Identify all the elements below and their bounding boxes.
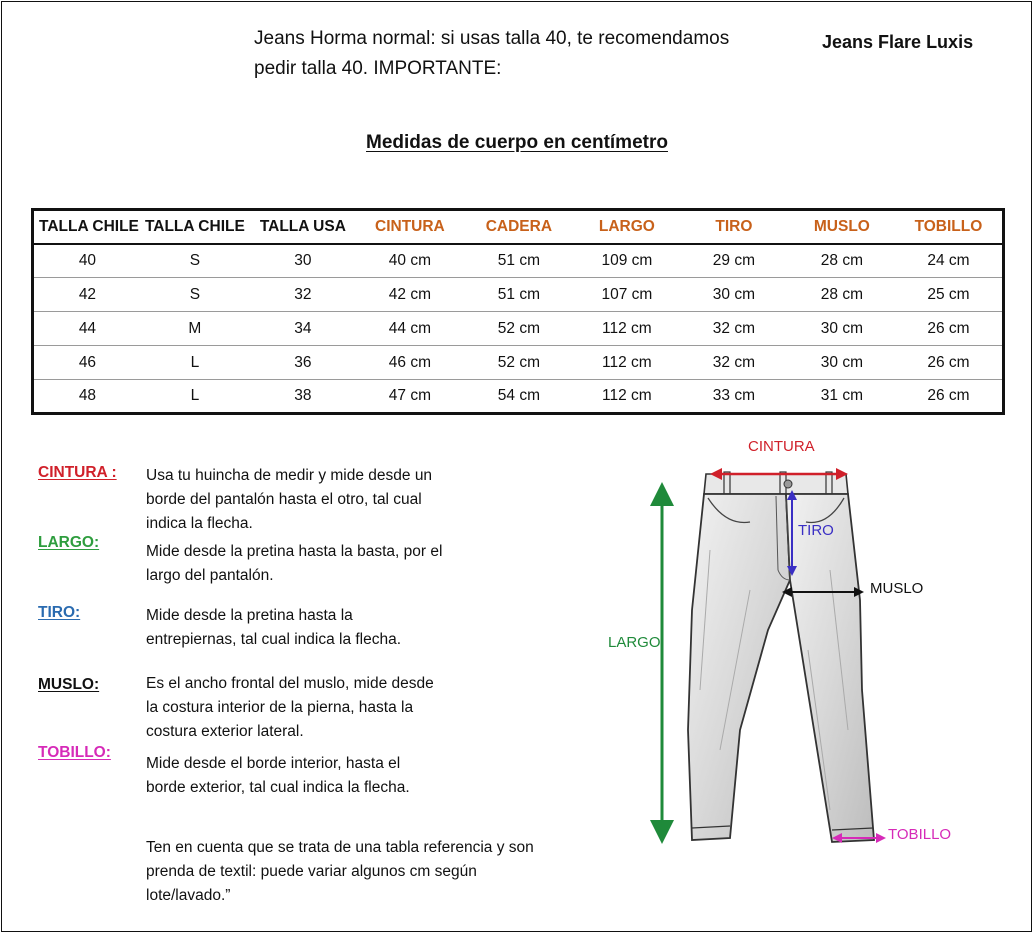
cell-cadera: 51 cm [463, 278, 575, 312]
definition-line: costura exterior lateral. [146, 723, 304, 740]
cell-cintura: 47 cm [388, 387, 431, 404]
table-header-row [33, 210, 1004, 244]
header-cadera: CADERA [463, 210, 575, 244]
intro-line-2: pedir talla 40. IMPORTANTE: [254, 58, 502, 79]
cell-talla-letra: S [141, 244, 249, 278]
cell-tiro: 32 cm [679, 312, 789, 346]
tiro-label: TIRO [798, 522, 834, 539]
cell-largo: 112 cm [575, 312, 679, 346]
cell-talla-chile: 46 [33, 346, 141, 380]
cell-largo: 109 cm [575, 244, 679, 278]
cell-talla-letra: L [141, 346, 249, 380]
cell-talla-chile: 44 [33, 312, 141, 346]
largo-arrow [650, 482, 674, 844]
definition-label-tiro: TIRO: [38, 604, 81, 621]
definition-text-cintura [146, 464, 476, 536]
definition-text-tobillo [146, 752, 476, 800]
cell-largo: 112 cm [575, 346, 679, 380]
table-title-text: Medidas de cuerpo en centímetro [366, 132, 668, 153]
cell-tobillo: 26 cm [927, 387, 970, 404]
cell-talla-usa: 34 [249, 312, 357, 346]
header-cintura: CINTURA [357, 210, 463, 244]
cintura-label: CINTURA [748, 438, 815, 455]
cell-tobillo: 26 cm [895, 312, 1004, 346]
definition-label-tobillo: TOBILLO: [38, 744, 111, 761]
cell-talla-chile: 48 [78, 387, 97, 404]
cell-tiro: 29 cm [679, 244, 789, 278]
table-row [33, 312, 1004, 346]
intro-text [254, 24, 794, 84]
cell-talla-letra: M [141, 312, 249, 346]
cell-talla-usa: 36 [249, 346, 357, 380]
header-largo: LARGO [575, 210, 679, 244]
disclaimer-note [146, 836, 566, 908]
note-line: prenda de textil: puede variar algunos cm según [146, 863, 477, 880]
header-talla-usa: TALLA USA [249, 210, 357, 244]
table-row [33, 346, 1004, 380]
cell-cintura: 46 cm [357, 346, 463, 380]
cell-largo: 112 cm [602, 387, 652, 404]
jeans-illustration [600, 430, 1030, 870]
cell-talla-chile: 40 [33, 244, 141, 278]
jeans-measurement-diagram [600, 430, 1030, 870]
cell-cadera: 54 cm [497, 387, 540, 404]
header-muslo: MUSLO [789, 210, 895, 244]
definition-line: largo del pantalón. [146, 567, 274, 584]
cell-talla-usa: 38 [294, 387, 312, 404]
cell-talla-usa: 32 [249, 278, 357, 312]
cell-tobillo: 24 cm [895, 244, 1004, 278]
cell-tiro: 33 cm [712, 387, 755, 404]
cell-tobillo: 26 cm [895, 346, 1004, 380]
cell-talla-usa: 30 [249, 244, 357, 278]
definition-line: entrepiernas, tal cual indica la flecha. [146, 631, 402, 648]
cell-muslo: 28 cm [789, 244, 895, 278]
cell-cintura: 42 cm [357, 278, 463, 312]
cell-talla-letra: S [141, 278, 249, 312]
definition-text-largo [146, 540, 476, 588]
header-talla-chile-1: TALLA CHILE [33, 210, 141, 244]
note-line: lote/lavado.” [146, 887, 231, 904]
table-row [33, 380, 1004, 414]
table-row [33, 278, 1004, 312]
cell-muslo: 30 cm [789, 312, 895, 346]
header-tiro: TIRO [679, 210, 789, 244]
tobillo-label: TOBILLO [888, 826, 952, 843]
cell-muslo: 28 cm [789, 278, 895, 312]
cell-largo: 107 cm [575, 278, 679, 312]
table-title [0, 132, 1034, 154]
definition-label-cintura: CINTURA : [38, 464, 117, 481]
definition-line: la costura interior de la pierna, hasta la [146, 699, 414, 716]
definition-line: Mide desde la pretina hasta la basta, por el [146, 543, 443, 560]
muslo-label: MUSLO [870, 580, 924, 597]
definition-label-largo: LARGO: [38, 534, 100, 551]
cell-tobillo: 25 cm [895, 278, 1004, 312]
definition-text-tiro [146, 604, 476, 652]
cell-cintura: 44 cm [357, 312, 463, 346]
cell-muslo: 31 cm [820, 387, 863, 404]
definition-line: Usa tu huincha de medir y mide desde un [146, 467, 433, 484]
definition-line: borde exterior, tal cual indica la flecha. [146, 779, 410, 796]
cell-tiro: 30 cm [679, 278, 789, 312]
brand-title: Jeans Flare Luxis [822, 32, 974, 52]
jeans-icon [688, 472, 874, 842]
cell-talla-chile: 42 [33, 278, 141, 312]
definition-line: Es el ancho frontal del muslo, mide desde [146, 675, 434, 692]
cell-cadera: 51 cm [463, 244, 575, 278]
definition-line: borde del pantalón hasta el otro, tal cual [146, 491, 422, 508]
cell-cadera: 52 cm [463, 312, 575, 346]
table-row [33, 244, 1004, 278]
definition-label-muslo: MUSLO: [38, 676, 100, 693]
definition-line: Mide desde el borde interior, hasta el [146, 755, 401, 772]
header-talla-chile-2: TALLA CHILE [141, 210, 249, 244]
cell-muslo: 30 cm [789, 346, 895, 380]
note-line: Ten en cuenta que se trata de una tabla referencia y son [146, 839, 534, 856]
cell-cintura: 40 cm [357, 244, 463, 278]
definition-line: Mide desde la pretina hasta la [146, 607, 353, 624]
cell-cadera: 52 cm [463, 346, 575, 380]
size-table [31, 208, 1005, 415]
definition-line: indica la flecha. [146, 515, 253, 532]
header-tobillo: TOBILLO [895, 210, 1004, 244]
largo-label: LARGO [608, 634, 661, 651]
cell-talla-letra: L [190, 387, 200, 404]
cell-tiro: 32 cm [679, 346, 789, 380]
definition-text-muslo [146, 672, 476, 744]
intro-line-1: Jeans Horma normal: si usas talla 40, te recomendamos [254, 28, 730, 49]
